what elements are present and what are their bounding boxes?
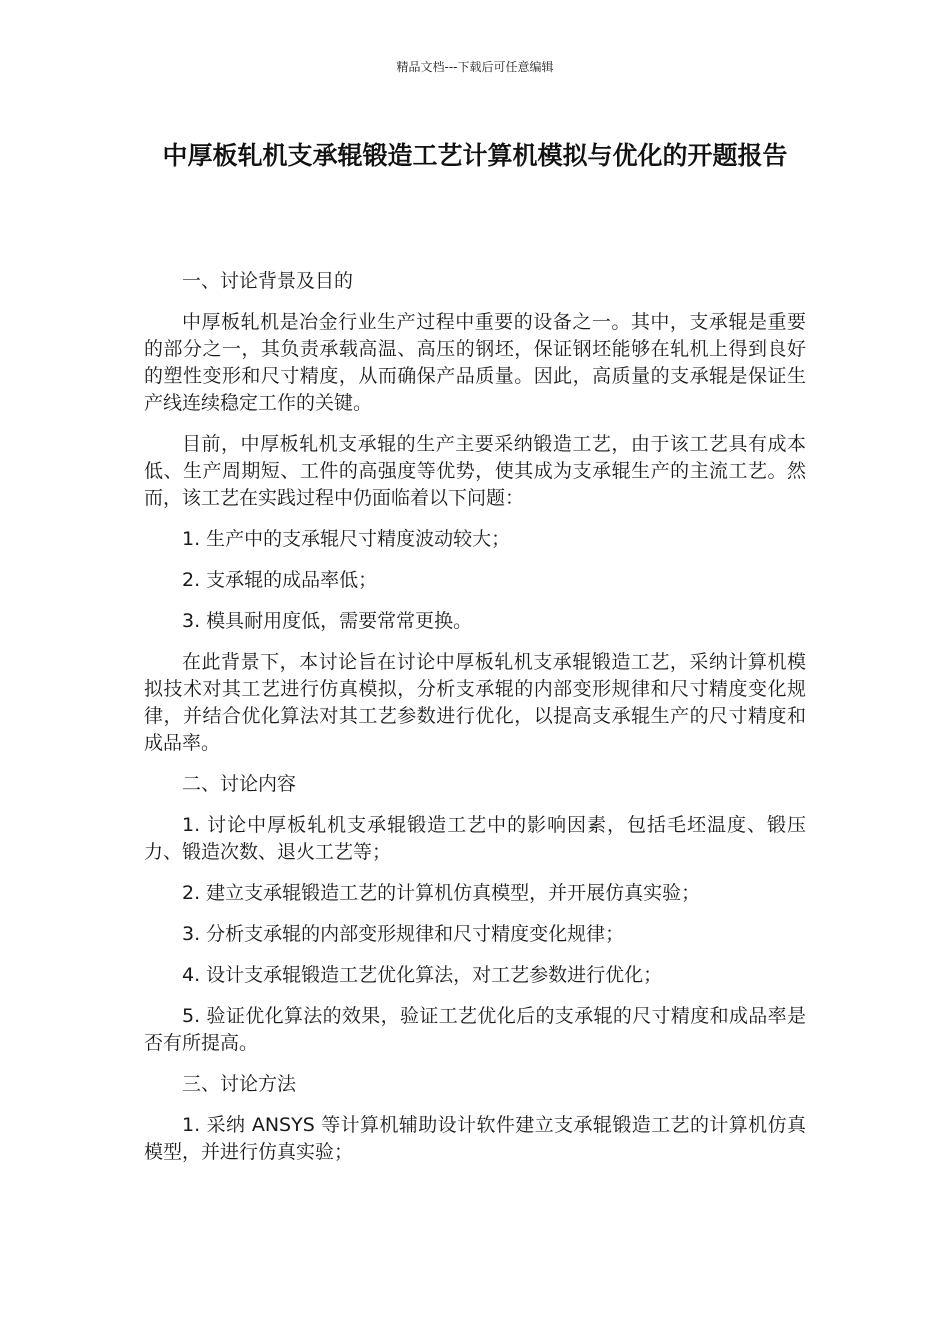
paragraph: 中厚板轧机是冶金行业生产过程中重要的设备之一。其中，支承辊是重要的部分之一，其负责承载高温、高压的钢坯，保证钢坯能够在轧机上得到良好的塑性变形和尺寸精度，从而确保产品质量。因此，高质量的支承辊是保证生产线连续稳定工作的关键。 bbox=[144, 311, 806, 414]
list-item: 2. 支承辊的成品率低； bbox=[182, 569, 378, 591]
list-item: 4. 设计支承辊锻造工艺优化算法，对工艺参数进行优化； bbox=[182, 964, 663, 986]
section-heading: 一、讨论背景及目的 bbox=[182, 270, 354, 292]
list-item: 5. 验证优化算法的效果，验证工艺优化后的支承辊的尺寸精度和成品率是否有所提高。 bbox=[144, 1005, 806, 1054]
list-item: 3. 模具耐用度低，需要常常更换。 bbox=[182, 610, 473, 632]
document-title: 中厚板轧机支承辊锻造工艺计算机模拟与优化的开题报告 bbox=[162, 141, 788, 170]
section-heading: 二、讨论内容 bbox=[182, 773, 297, 795]
list-item: 1. 讨论中厚板轧机支承辊锻造工艺中的影响因素，包括毛坯温度、锻压力、锻造次数、退火工艺等； bbox=[144, 814, 806, 863]
paragraph: 目前，中厚板轧机支承辊的生产主要采纳锻造工艺，由于该工艺具有成本低、生产周期短、工件的高强度等优势，使其成为支承辊生产的主流工艺。然而，该工艺在实践过程中仍面临着以下问题： bbox=[144, 433, 806, 509]
document-body bbox=[144, 268, 806, 1180]
paragraph: 在此背景下，本讨论旨在讨论中厚板轧机支承辊锻造工艺，采纳计算机模拟技术对其工艺进行仿真模拟，分析支承辊的内部变形规律和尺寸精度变化规律，并结合优化算法对其工艺参数进行优化，以提高支承辊生产的尺寸精度和成品率。 bbox=[144, 651, 806, 754]
header-note: 精品文档---下载后可任意编辑 bbox=[396, 60, 554, 74]
list-item: 2. 建立支承辊锻造工艺的计算机仿真模型，并开展仿真实验； bbox=[182, 882, 701, 904]
list-item: 1. 采纳 ANSYS 等计算机辅助设计软件建立支承辊锻造工艺的计算机仿真模型，并进行仿真实验； bbox=[144, 1114, 806, 1163]
section-heading: 三、讨论方法 bbox=[182, 1073, 297, 1095]
list-item: 3. 分析支承辊的内部变形规律和尺寸精度变化规律； bbox=[182, 923, 625, 945]
list-item: 1. 生产中的支承辊尺寸精度波动较大； bbox=[182, 528, 511, 550]
